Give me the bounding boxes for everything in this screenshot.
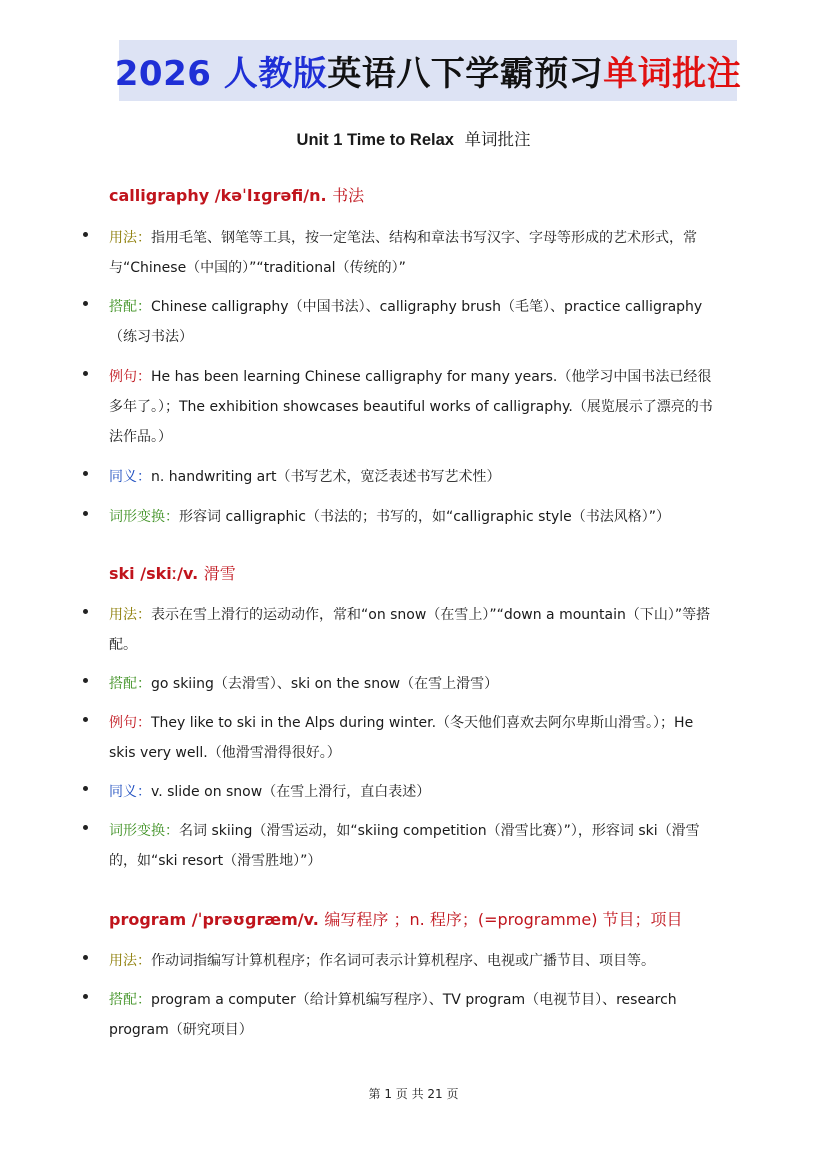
- list-item: [83, 362, 723, 452]
- title-banner: [114, 40, 742, 101]
- item-label-example: 例句：: [109, 715, 151, 731]
- bullet-icon: [83, 786, 88, 791]
- headword: program /ˈprəʊɡræm/v.: [109, 910, 319, 929]
- entry-headword: [109, 183, 364, 206]
- bullet-icon: [83, 511, 88, 516]
- list-item: [83, 462, 723, 492]
- bullet-icon: [83, 609, 88, 614]
- banner-subject: 英语八下学霸预习: [327, 54, 604, 94]
- item-label-collocation: 搭配：: [109, 676, 151, 692]
- bullet-icon: [83, 717, 88, 722]
- item-label-usage: 用法：: [109, 230, 151, 246]
- list-item: [83, 600, 723, 660]
- bullet-icon: [83, 678, 88, 683]
- bullet-icon: [83, 955, 88, 960]
- headword: ski /skiː/v.: [109, 564, 199, 583]
- list-item: [83, 223, 723, 283]
- unit-title-english: Unit 1 Time to Relax: [296, 131, 454, 149]
- list-item: [83, 946, 723, 976]
- list-item: [83, 292, 723, 352]
- bullet-icon: [83, 232, 88, 237]
- bullet-icon: [83, 471, 88, 476]
- entry-headword: [109, 907, 683, 930]
- headword-meaning: 书法: [332, 186, 365, 205]
- entry-headword: [109, 561, 236, 584]
- item-text: v. slide on snow（在雪上滑行，直白表述）: [151, 784, 431, 800]
- bullet-icon: [83, 825, 88, 830]
- list-item: [83, 502, 723, 532]
- item-text: 名词 skiing（滑雪运动，如“skiing competition（滑雪比赛）”），形容词 ski（滑雪的，如“ski resort（滑雪胜地）”）: [109, 823, 700, 869]
- banner-highlight: 单词批注: [603, 54, 742, 94]
- list-item: [83, 816, 723, 876]
- item-text: 表示在雪上滑行的运动动作，常和“on snow（在雪上）”“down a mountain（下山）”等搭配。: [109, 607, 711, 653]
- bullet-icon: [83, 301, 88, 306]
- list-item: [83, 985, 723, 1045]
- bullet-icon: [83, 371, 88, 376]
- list-item: [83, 669, 723, 699]
- item-text: Chinese calligraphy（中国书法）、calligraphy brush（毛笔）、practice calligraphy（练习书法）: [109, 299, 703, 345]
- headword-meaning: 滑雪: [203, 564, 236, 583]
- item-text: go skiing（去滑雪）、ski on the snow（在雪上滑雪）: [151, 676, 499, 692]
- headword: calligraphy /kəˈlɪɡrəfi/n.: [109, 186, 327, 205]
- item-text: 形容词 calligraphic（书法的；书写的，如“calligraphic style（书法风格）”）: [179, 509, 671, 525]
- item-label-synonym: 同义：: [109, 784, 151, 800]
- item-text: 作动词指编写计算机程序；作名词可表示计算机程序、电视或广播节目、项目等。: [151, 953, 655, 969]
- list-item: [83, 777, 723, 807]
- headword-meaning: 编写程序 ；n. 程序；(=programme) 节目；项目: [324, 910, 683, 929]
- item-text: n. handwriting art（书写艺术，宽泛表述书写艺术性）: [151, 469, 501, 485]
- bullet-icon: [83, 994, 88, 999]
- item-text: They like to ski in the Alps during winter.（冬天他们喜欢去阿尔卑斯山滑雪。）；He skis very well.（他滑雪滑得很好。）: [109, 715, 694, 761]
- list-item: [83, 708, 723, 768]
- page-number: 第 1 页 共 21 页: [368, 1087, 459, 1101]
- item-label-usage: 用法：: [109, 953, 151, 969]
- unit-title-chinese: 单词批注: [464, 130, 531, 149]
- item-label-collocation: 搭配：: [109, 299, 151, 315]
- item-label-usage: 用法：: [109, 607, 151, 623]
- item-text: 指用毛笔、钢笔等工具，按一定笔法、结构和章法书写汉字、字母等形成的艺术形式，常与“Chinese（中国的）”“traditional（传统的）”: [109, 230, 697, 276]
- item-label-collocation: 搭配：: [109, 992, 151, 1008]
- banner-year-edition: 2026 人教版: [114, 54, 328, 94]
- item-label-synonym: 同义：: [109, 469, 151, 485]
- unit-title: [0, 126, 827, 150]
- item-label-word-forms: 词形变换：: [109, 509, 179, 525]
- item-label-word-forms: 词形变换：: [109, 823, 179, 839]
- item-text: He has been learning Chinese calligraphy for many years.（他学习中国书法已经很多年了。）；The exhibition showcases beautiful works of calligraphy.（展览展示了漂亮的书法作品。）: [109, 369, 713, 445]
- item-text: program a computer（给计算机编写程序）、TV program（电视节目）、research program（研究项目）: [109, 992, 677, 1038]
- item-label-example: 例句：: [109, 369, 151, 385]
